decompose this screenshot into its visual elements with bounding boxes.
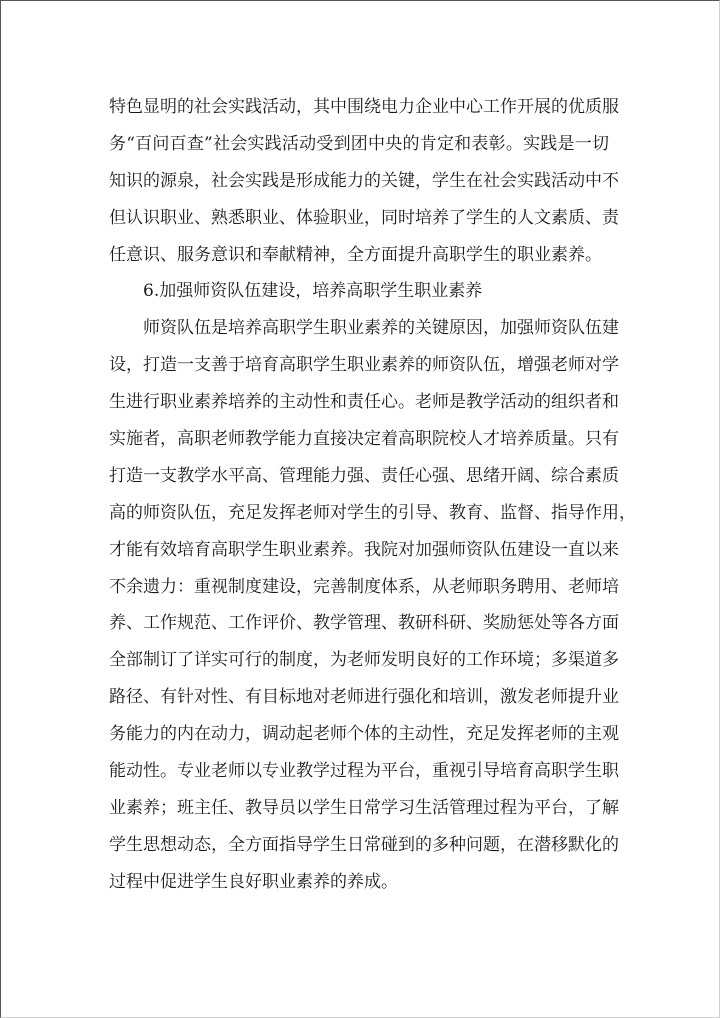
text-line: 务“百问百查”社会实践活动受到团中央的肯定和表彰。实践是一切 xyxy=(109,133,609,154)
text-line: 能动性。专业老师以专业教学过程为平台，重视引导培育高职学生职 xyxy=(109,761,619,782)
text-line: 路径、有针对性、有目标地对老师进行强化和培训，激发老师提升业 xyxy=(109,687,619,708)
text-line: 知识的源泉，社会实践是形成能力的关键，学生在社会实践活动中不 xyxy=(109,170,619,191)
text-line: 务能力的内在动力，调动起老师个体的主动性，充足发挥老师的主观 xyxy=(109,724,619,745)
text-line: 才能有效培育高职学生职业素养。我院对加强师资队伍建设一直以来 xyxy=(109,539,619,560)
text-line: 师资队伍是培养高职学生职业素养的关键原因，加强师资队伍建 xyxy=(143,318,619,339)
text-line: 全部制订了详实可行的制度，为老师发明良好的工作环境；多渠道多 xyxy=(109,650,619,671)
text-line: 过程中促进学生良好职业素养的养成。 xyxy=(109,871,398,892)
document-body xyxy=(109,89,636,901)
text-line: 特色显明的社会实践活动，其中围绕电力企业中心工作开展的优质服 xyxy=(109,97,619,117)
text-line: 生进行职业素养培养的主动性和责任心。老师是教学活动的组织者和 xyxy=(109,392,619,413)
text-line: 不余遗力：重视制度建设，完善制度体系，从老师职务聘用、老师培 xyxy=(109,576,619,597)
text-line: 业素养；班主任、教导员以学生日常学习生活管理过程为平台，了解 xyxy=(109,797,619,818)
text-line: 高的师资队伍，充足发挥老师对学生的引导、教育、监督、指导作用， xyxy=(109,502,636,523)
text-line: 养、工作规范、工作评价、教学管理、教研科研、奖励惩处等各方面 xyxy=(109,613,619,634)
text-line: 打造一支教学水平高、管理能力强、责任心强、思绪开阔、综合素质 xyxy=(109,465,619,486)
section-heading: 6.加强师资队伍建设，培养高职学生职业素养 xyxy=(143,281,483,302)
text-line: 但认识职业、熟悉职业、体验职业，同时培养了学生的人文素质、责 xyxy=(109,207,619,228)
text-line: 实施者，高职老师教学能力直接决定着高职院校人才培养质量。只有 xyxy=(109,429,619,450)
text-line: 设，打造一支善于培育高职学生职业素养的师资队伍，增强老师对学 xyxy=(109,355,619,376)
text-line: 任意识、服务意识和奉献精神，全方面提升高职学生的职业素养。 xyxy=(109,244,602,265)
text-line: 学生思想动态，全方面指导学生日常碰到的多种问题，在潜移默化的 xyxy=(109,834,619,855)
